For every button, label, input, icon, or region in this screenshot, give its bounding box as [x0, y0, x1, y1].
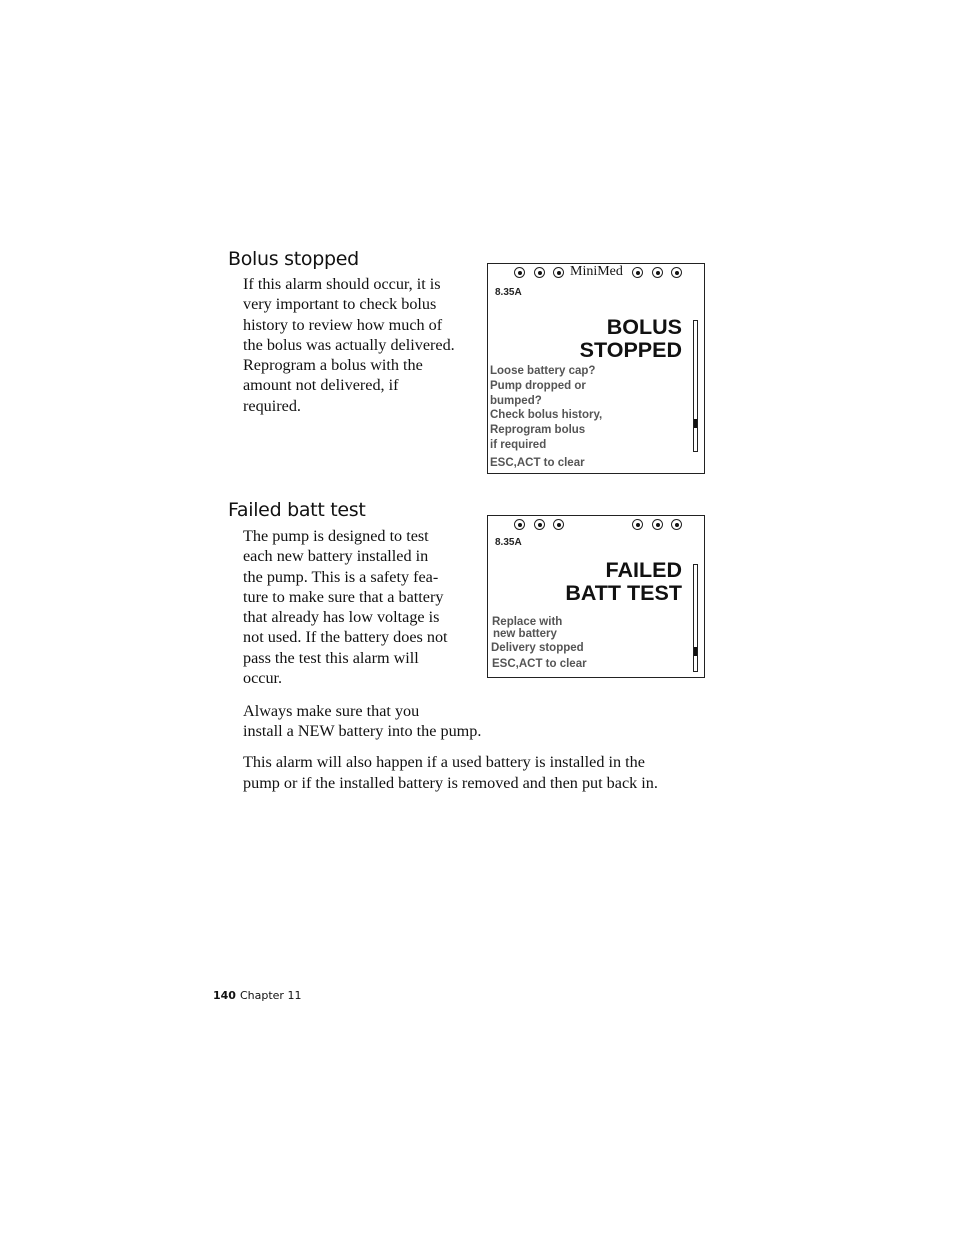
text-line: Reprogram a bolus with the	[243, 356, 423, 375]
text-line: amount not delivered, if	[243, 376, 399, 395]
text-line: pass the test this alarm will	[243, 648, 419, 667]
text-line: the pump. This is a safety fea-	[243, 567, 439, 586]
alarm-title-line: BATT TEST	[565, 581, 682, 605]
scrollbar-thumb	[694, 647, 697, 656]
text-line: The pump is designed to test	[243, 527, 429, 545]
text-line: install a NEW battery into the pump.	[243, 722, 482, 741]
page-footer	[213, 989, 301, 1002]
alarm-title	[580, 316, 682, 362]
text-line: very important to check bolus	[243, 295, 437, 314]
alarm-message-line: if required	[490, 439, 547, 451]
alarm-message-line: Loose battery cap?	[490, 365, 596, 377]
model-number: 8.35A	[495, 287, 522, 298]
model-number: 8.35A	[495, 537, 522, 548]
text-line: occur.	[243, 669, 283, 688]
indicator-dot-icon	[553, 267, 564, 278]
indicator-dot-icon	[534, 267, 545, 278]
alarm-message-line: new battery	[493, 628, 557, 640]
alarm-title-line: STOPPED	[579, 338, 682, 362]
new-battery-note	[243, 701, 481, 742]
text-line: history to review how much of	[243, 315, 443, 334]
alarm-message-line: Replace with	[492, 616, 563, 628]
used-battery-note	[243, 752, 658, 794]
brand-label: MiniMed	[570, 264, 623, 279]
text-line: If this alarm should occur, it is	[243, 275, 441, 293]
failed-batt-test-description	[243, 526, 448, 688]
scrollbar-thumb	[694, 419, 697, 428]
indicator-dot-icon	[652, 519, 663, 530]
alarm-message-line: bumped?	[490, 395, 542, 407]
text-line: the bolus was actually delivered.	[243, 335, 455, 354]
indicator-dot-icon	[553, 519, 564, 530]
section-heading-bolus-stopped: Bolus stopped	[228, 248, 359, 270]
scrollbar	[693, 564, 698, 672]
alarm-message-line: Pump dropped or	[490, 380, 586, 392]
alarm-title-line: BOLUS	[606, 315, 682, 339]
clear-instruction: ESC,ACT to clear	[492, 658, 587, 670]
text-line: each new battery installed in	[243, 547, 429, 566]
page-number: 140	[213, 989, 236, 1002]
scrollbar	[693, 320, 698, 452]
alarm-title	[565, 559, 682, 605]
alarm-message-line: Reprogram bolus	[490, 424, 586, 436]
alarm-message-line: Delivery stopped	[491, 642, 584, 654]
text-line: that already has low voltage is	[243, 608, 440, 627]
text-line: pump or if the installed battery is removed and then put back in.	[243, 774, 658, 792]
text-line: ture to make sure that a battery	[243, 587, 444, 606]
pump-screen-bolus-stopped	[487, 263, 705, 474]
bolus-stopped-description	[243, 274, 455, 416]
alarm-title-line: FAILED	[605, 558, 682, 582]
pump-screen-failed-batt-test	[487, 515, 705, 678]
indicator-dot-icon	[671, 519, 682, 530]
clear-instruction: ESC,ACT to clear	[490, 457, 585, 469]
indicator-dot-icon	[534, 519, 545, 530]
indicator-dot-icon	[671, 267, 682, 278]
alarm-message-line: Check bolus history,	[490, 409, 603, 421]
text-line: Always make sure that you	[243, 702, 420, 720]
indicator-dot-icon	[632, 267, 643, 278]
section-heading-failed-batt-test: Failed batt test	[228, 499, 366, 521]
indicator-dot-icon	[514, 267, 525, 278]
text-line: required.	[243, 396, 301, 415]
text-line: This alarm will also happen if a used battery is installed in the	[243, 753, 645, 771]
chapter-label: Chapter 11	[239, 989, 302, 1002]
text-line: not used. If the battery does not	[243, 628, 448, 647]
indicator-dot-icon	[632, 519, 643, 530]
indicator-dot-icon	[514, 519, 525, 530]
indicator-dot-icon	[652, 267, 663, 278]
